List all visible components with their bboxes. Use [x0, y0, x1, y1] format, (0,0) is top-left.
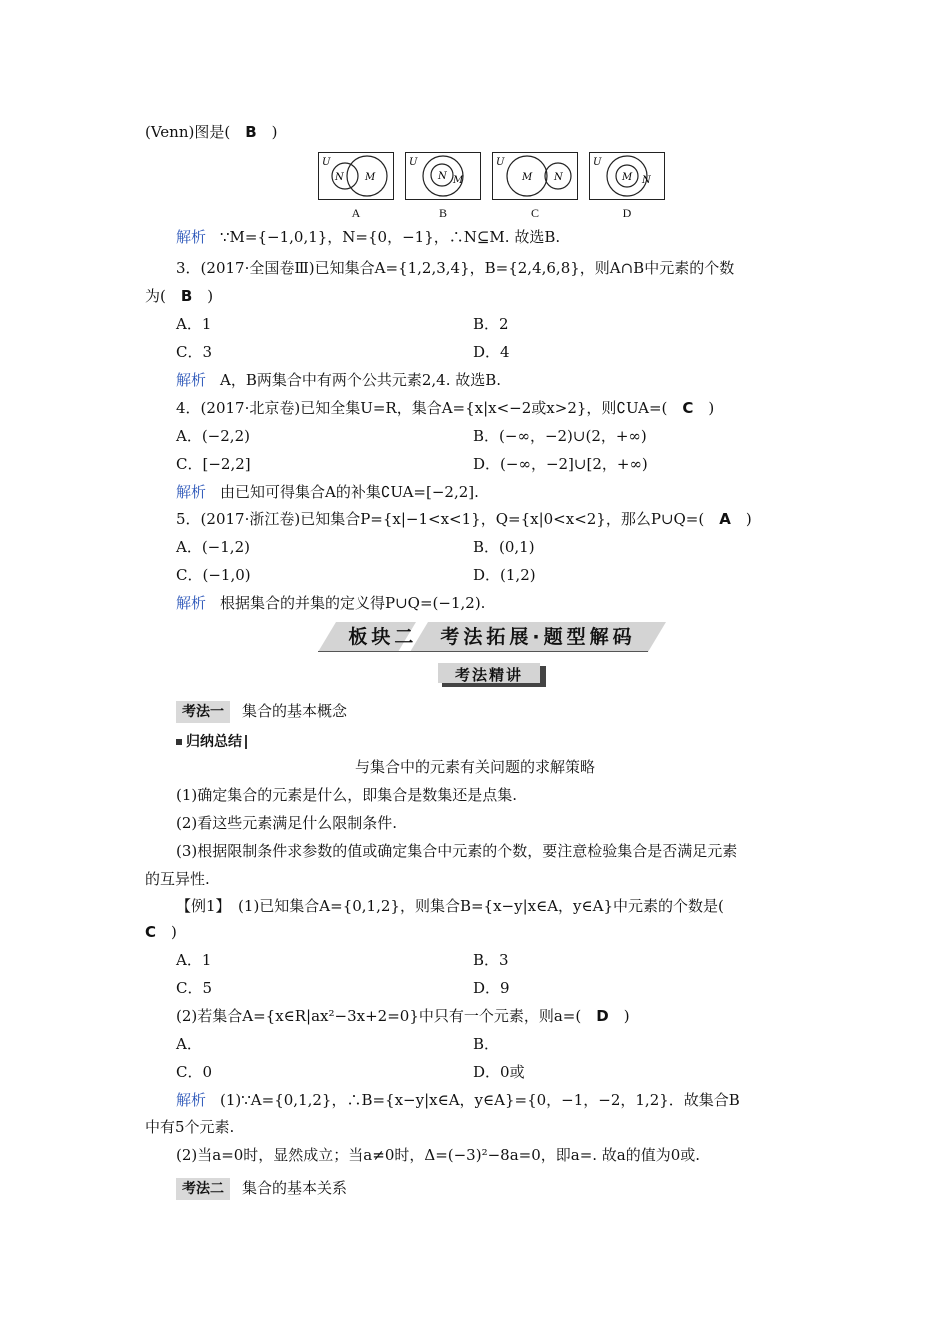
method-2-heading: 考法二 集合的基本关系 [176, 1177, 347, 1200]
venn-m-label: M [453, 175, 464, 186]
solution-example-1-line2: 中有5个元素. [145, 1118, 235, 1136]
venn-caption: A [351, 206, 361, 220]
solution-q4: 解析 由已知可得集合A的补集∁UA=[−2,2]. [176, 483, 479, 501]
strategy-item: (1)确定集合的元素是什么，即集合是数集还是点集. [176, 786, 518, 804]
example-1-line2: C ) [145, 923, 177, 941]
venn-option-c [492, 152, 578, 221]
strategy-item: (3)根据限制条件求参数的值或确定集合中元素的个数，要注意检验集合是否满足元素 [176, 842, 738, 860]
strategy-item: (2)看这些元素满足什么限制条件. [176, 814, 398, 832]
strategy-item: 的互异性. [145, 870, 210, 888]
question-5: 5．(2017·浙江卷)已知集合P={x|−1<x<1}，Q={x|0<x<2}，那么P∪Q=( A ) [176, 510, 752, 528]
venn-m-label: M [365, 172, 376, 183]
example-1: 【例1】 (1)已知集合A={0,1,2}，则集合B={x−y|x∈A，y∈A}中元素的个数是( [176, 897, 724, 915]
venn-u-label: U [496, 157, 505, 168]
venn-option-a [318, 152, 394, 221]
sub-banner: 考法精讲 [438, 663, 546, 687]
venn-n-label: N [335, 172, 344, 183]
q5-options-row1: A．(−1,2) B．(0,1) [176, 538, 535, 556]
venn-m-label: M [622, 172, 633, 183]
venn-n-label: N [642, 175, 651, 186]
venn-n-label: N [554, 172, 563, 183]
summary-label: 归纳总结 [176, 731, 247, 751]
solution-example-1: 解析 (1)∵A={0,1,2}，∴B={x−y|x∈A，y∈A}={0，−1，−2，1,2}．故集合B [176, 1091, 740, 1109]
venn-u-label: U [322, 157, 331, 168]
venn-caption: C [530, 206, 539, 220]
q5-options-row2: C．(−1,0) D．(1,2) [176, 566, 536, 584]
ex1-options-row1: A．1 B．3 [176, 951, 509, 969]
venn-caption: B [438, 206, 447, 220]
venn-caption: D [622, 206, 632, 220]
venn-n-label: N [438, 171, 447, 182]
venn-m-label: M [522, 172, 533, 183]
q4-options-row1: A．(−2,2) B．(−∞，−2)∪(2，+∞) [176, 427, 647, 445]
q3-options-row2: C．3 D．4 [176, 343, 510, 361]
venn-option-d [589, 152, 665, 221]
section-banner: 板块二 考法拓展·题型解码 [318, 622, 666, 652]
ex1b-options-row2: C．0 D．0或 [176, 1063, 525, 1081]
q4-options-row2: C．[−2,2] D．(−∞，−2]∪[2，+∞) [176, 455, 648, 473]
example-1-part2: (2)若集合A={x∈R|ax²−3x+2=0}中只有一个元素，则a=( D ) [176, 1007, 630, 1025]
venn-option-b [405, 152, 481, 221]
solution-q2: 解析 ∵M={−1,0,1}，N={0，−1}，∴N⊆M. 故选B. [176, 228, 561, 246]
venn-u-label: U [593, 157, 602, 168]
method-1-heading: 考法一 集合的基本概念 [176, 700, 347, 723]
q3-options-row1: A．1 B．2 [176, 315, 509, 333]
solution-q5: 解析 根据集合的并集的定义得P∪Q=(−1,2). [176, 594, 486, 612]
ex1-options-row2: C．5 D．9 [176, 979, 510, 997]
q2-line: (Venn)图是( B ) [145, 123, 278, 141]
ex1b-options-row1: A． B． [176, 1035, 500, 1053]
solution-example-1-line3: (2)当a=0时，显然成立；当a≠0时，Δ=(−3)²−8a=0，即a=. 故a的值为0或. [176, 1146, 701, 1164]
solution-q3: 解析 A，B两集合中有两个公共元素2,4. 故选B. [176, 371, 502, 389]
question-4: 4．(2017·北京卷)已知全集U=R，集合A={x|x<−2或x>2}，则∁UA=( C ) [176, 399, 715, 417]
strategy-title: 与集合中的元素有关问题的求解策略 [354, 758, 595, 776]
question-3-line2: 为( B ) [145, 287, 214, 305]
question-3: 3．(2017·全国卷Ⅲ)已知集合A={1,2,3,4}，B={2,4,6,8}，则A∩B中元素的个数 [176, 259, 735, 277]
venn-u-label: U [409, 157, 418, 168]
